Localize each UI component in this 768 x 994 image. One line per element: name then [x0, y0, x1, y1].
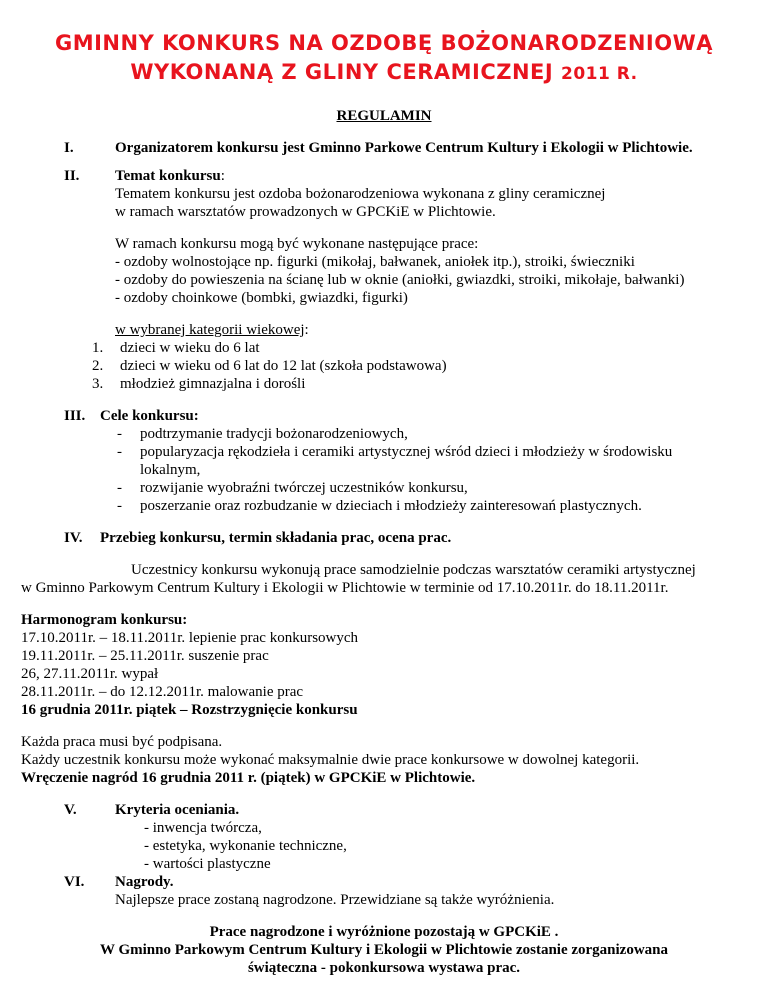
age-item-1-number: 1.	[92, 340, 104, 356]
goal-dash-3: -	[117, 480, 122, 496]
age-item-2-text: dzieci w wieku od 6 lat do 12 lat (szkoła podstawowa)	[120, 358, 447, 374]
criteria-item-3: - wartości plastyczne	[144, 856, 271, 872]
procedure-paragraph-line-2: w Gminno Parkowym Centrum Kultury i Ekologii w Plichtowie w terminie od 17.10.2011r. do 18.11.2011r.	[21, 580, 669, 596]
section-6-number: VI.	[64, 874, 85, 890]
age-category-label	[115, 321, 309, 339]
note-max-works: Każdy uczestnik konkursu może wykonać maksymalnie dwie prace konkursowe w dowolnej kategorii.	[21, 752, 640, 768]
goal-item-2: popularyzacja rękodzieła i ceramiki artystycznej wśród dzieci i młodzieży w środowisku	[140, 444, 673, 460]
criteria-item-1: - inwencja twórcza,	[144, 820, 262, 836]
section-4-number: IV.	[64, 530, 83, 546]
section-4-heading: Przebieg konkursu, termin składania prac, ocena prac.	[100, 530, 452, 546]
footer-line-2: W Gminno Parkowym Centrum Kultury i Ekologii w Plichtowie zostanie zorganizowana	[99, 942, 669, 958]
title-line-1: GMINNY KONKURS NA OZDOBĘ BOŻONARODZENIOWĄ	[54, 31, 714, 55]
section-3-number: III.	[64, 408, 86, 424]
goal-item-2-continued: lokalnym,	[140, 462, 201, 478]
schedule-item-2: 19.11.2011r. – 25.11.2011r. suszenie prac	[21, 648, 269, 664]
section-2-line-2: w ramach warsztatów prowadzonych w GPCKiE w Plichtowie.	[115, 204, 496, 220]
schedule-item-1: 17.10.2011r. – 18.11.2011r. lepienie prac konkursowych	[21, 630, 359, 646]
age-category-colon: :	[304, 322, 309, 338]
schedule-item-4: 28.11.2011r. – do 12.12.2011r. malowanie prac	[21, 684, 304, 700]
age-category-label-text: w wybranej kategorii wiekowej	[115, 322, 305, 338]
section-6-text: Najlepsze prace zostaną nagrodzone. Przewidziane są także wyróżnienia.	[115, 892, 555, 908]
section-5-heading: Kryteria oceniania.	[115, 802, 240, 818]
section-1-number: I.	[64, 140, 74, 156]
goal-item-1: podtrzymanie tradycji bożonarodzeniowych,	[140, 426, 408, 442]
works-intro: W ramach konkursu mogą być wykonane następujące prace:	[115, 236, 479, 252]
section-6-heading: Nagrody.	[115, 874, 174, 890]
goal-dash-2: -	[117, 444, 122, 460]
schedule-item-3: 26, 27.11.2011r. wypał	[21, 666, 159, 682]
age-item-2-number: 2.	[92, 358, 104, 374]
note-signed: Każda praca musi być podpisana.	[21, 734, 223, 750]
regulamin-heading: REGULAMIN	[336, 108, 432, 124]
schedule-heading: Harmonogram konkursu:	[21, 612, 188, 628]
section-2-heading-text: Temat konkursu	[115, 168, 221, 184]
section-2-heading-colon: :	[220, 168, 225, 184]
verdict-date: 16 grudnia 2011r. piątek – Rozstrzygnięcie konkursu	[21, 702, 358, 718]
works-item-1: - ozdoby wolnostojące np. figurki (mikołaj, bałwanek, aniołek itp.), stroiki, świeczniki	[115, 254, 635, 270]
title-line-2	[0, 59, 768, 87]
works-item-2: - ozdoby do powieszenia na ścianę lub w oknie (aniołki, gwiazdki, stroiki, mikołaje, bałwanki)	[115, 272, 685, 288]
criteria-item-2: - estetyka, wykonanie techniczne,	[144, 838, 347, 854]
footer-line-1: Prace nagrodzone i wyróżnione pozostają w GPCKiE .	[209, 924, 559, 940]
procedure-paragraph-line-1: Uczestnicy konkursu wykonują prace samodzielnie podczas warsztatów ceramiki artystycznej	[131, 562, 696, 578]
section-2-number: II.	[64, 168, 80, 184]
title-year: 2011 R.	[561, 64, 638, 84]
age-item-3-text: młodzież gimnazjalna i dorośli	[120, 376, 306, 392]
section-2-heading	[115, 167, 225, 185]
footer-line-3: świąteczna - pokonkursowa wystawa prac.	[247, 960, 521, 976]
section-5-number: V.	[64, 802, 77, 818]
age-item-3-number: 3.	[92, 376, 104, 392]
title-line-2-main: WYKONANĄ Z GLINY CERAMICZNEJ	[130, 60, 554, 84]
award-ceremony: Wręczenie nagród 16 grudnia 2011 r. (piątek) w GPCKiE w Plichtowie.	[21, 770, 476, 786]
goal-dash-1: -	[117, 426, 122, 442]
section-2-line-1: Tematem konkursu jest ozdoba bożonarodzeniowa wykonana z gliny ceramicznej	[115, 186, 606, 202]
goal-item-3: rozwijanie wyobraźni twórczej uczestników konkursu,	[140, 480, 468, 496]
section-1-text: Organizatorem konkursu jest Gminno Parkowe Centrum Kultury i Ekologii w Plichtowie.	[115, 140, 693, 156]
age-item-1-text: dzieci w wieku do 6 lat	[120, 340, 260, 356]
works-item-3: - ozdoby choinkowe (bombki, gwiazdki, figurki)	[115, 290, 408, 306]
goal-dash-4: -	[117, 498, 122, 514]
section-3-heading: Cele konkursu:	[100, 408, 199, 424]
goal-item-4: poszerzanie oraz rozbudzanie w dzieciach i młodzieży zainteresowań plastycznych.	[140, 498, 642, 514]
